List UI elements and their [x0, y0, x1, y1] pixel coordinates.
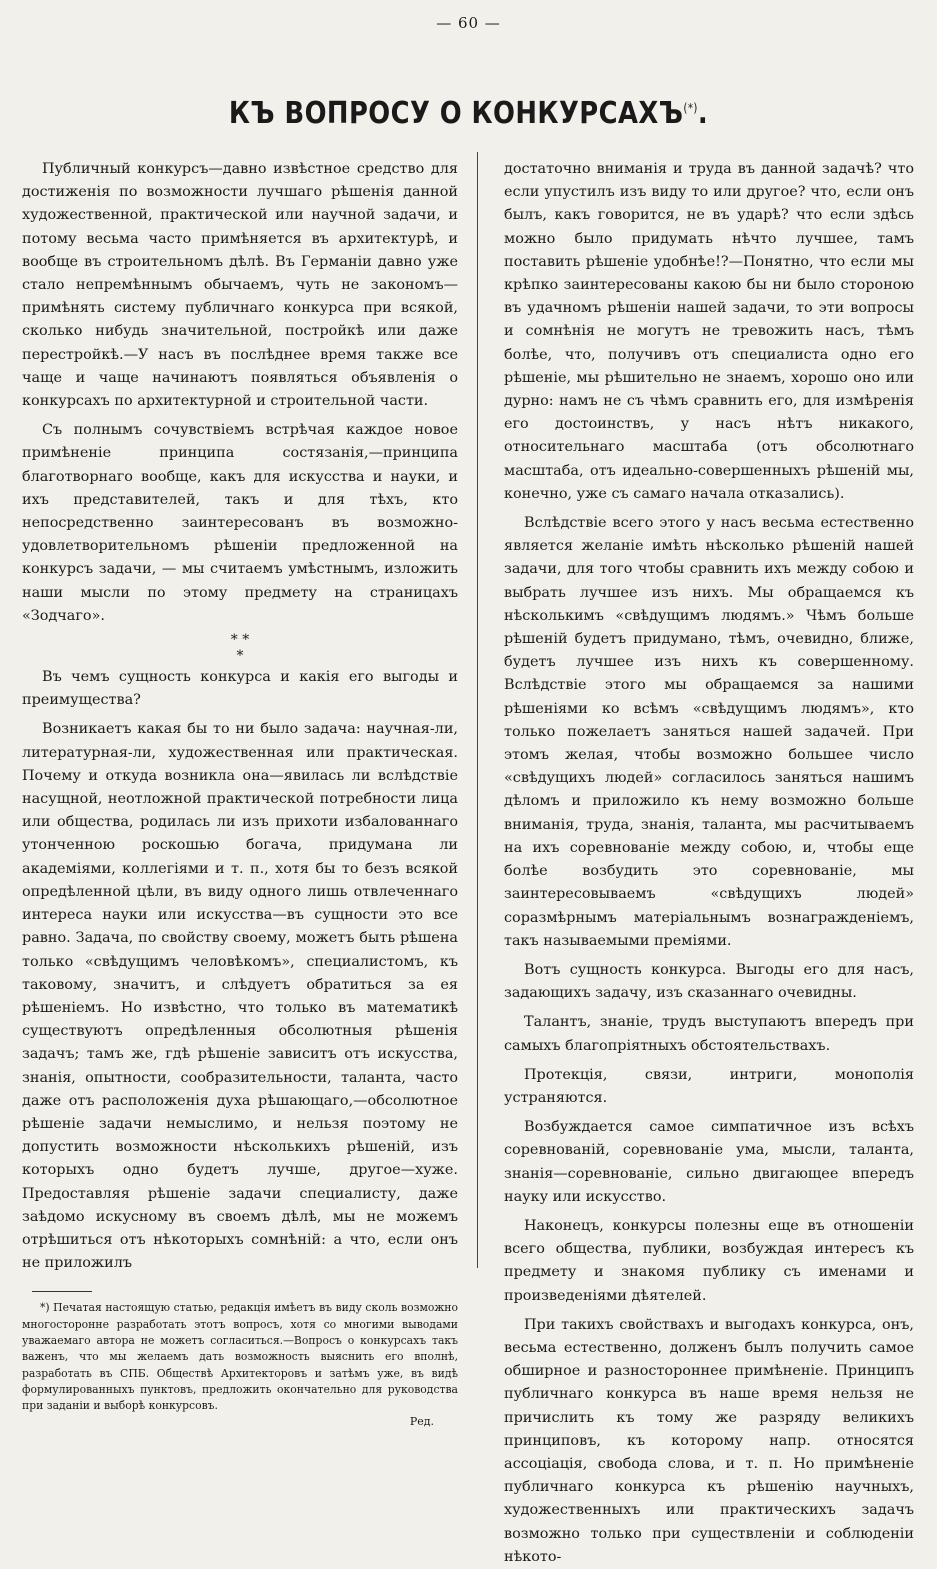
paragraph: Наконецъ, конкурсы полезны еще въ отношеніи всего общества, публики, возбуждая интересъ къ предмету и знакомя публику съ именами и произведеніями дѣятелей. [504, 1217, 914, 1304]
section-separator-stars [22, 632, 458, 664]
paragraph: Возбуждается самое симпатичное изъ всѣхъ соревнованій, соревнованіе ума, мысли, таланта, знанія—соревнованіе, сильно двигающее впередъ науку или искусство. [504, 1119, 914, 1205]
right-column [504, 158, 914, 1569]
title-period: . [697, 96, 709, 131]
paragraph: При такихъ свойствахъ и выгодахъ конкурса, онъ, весьма естественно, долженъ былъ получить самое обширное и разностороннее примѣненіе. Принципъ публичнаго конкурса въ наше время нельзя не причислить къ тому же разряду великихъ принциповъ, къ которому напр. относятся ассоціація, свобода слова, и т. п. Но примѣненіе публичнаго конкурса къ рѣшенію научныхъ, художественныхъ или практическихъ задачъ возможно только при существленіи и соблюденіи нѣкото- [504, 1316, 914, 1565]
footnote-signature: Ред. [409, 1415, 434, 1429]
page-number: — 60 — [436, 14, 501, 32]
paragraph: Вотъ сущность конкурса. Выгоды его для насъ, задающихъ задачу, изъ сказаннаго очевидны. [504, 961, 914, 1002]
stars-row-top: * * [230, 632, 250, 649]
paragraph: Протекція, связи, интриги, монополія устраняются. [504, 1066, 914, 1106]
left-column [22, 158, 458, 1431]
footnote-marker: (*) [683, 101, 698, 115]
paragraph: Публичный конкурсъ—давно извѣстное средство для достиженія по возможности лучшаго рѣшенія данной художественной, практической или научной задачи, и потому весьма часто примѣняется въ архитектурѣ, и вообще въ строительномъ дѣлѣ. Въ Германіи давно уже стало непремѣннымъ обычаемъ, чуть не закономъ—примѣнять систему публичнаго конкурса при всякой, сколько нибудь значительной, постройкѣ или даже перестройкѣ.—У насъ въ послѣднее время также все чаще и чаще начинаютъ появляться объявленія о конкурсахъ по архитектурной и строительной части. [22, 161, 458, 410]
paragraph: Вслѣдствіе всего этого у насъ весьма естественно является желаніе имѣть нѣсколько рѣшеній нашей задачи, для того чтобы сравнить ихъ между собою и выбрать лучшее изъ нихъ. Мы обращаемся къ нѣсколькимъ «свѣдущимъ людямъ.» Чѣмъ больше рѣшеній будетъ придумано, тѣмъ, очевидно, ближе, будетъ лучшее изъ нихъ къ совершенному. Вслѣдствіе этого мы обращаемся за нашими рѣшеніями ко всѣмъ «свѣдущимъ людямъ», кто только пожелаетъ заняться нашей задачей. При этомъ желая, чтобы возможно большее число «свѣдущихъ людей» согласилось заняться нашимъ дѣломъ и приложило къ нему возможно больше вниманія, труда, знанія, таланта, мы расчитываемъ на ихъ соревнованіе между собою, и, чтобы еще болѣе возбудить это соревнованіе, мы заинтересовываемъ «свѣдущихъ людей» соразмѣрнымъ матеріальнымъ вознагражденіемъ, такъ называемыми преміями. [504, 515, 914, 949]
paragraph: Талантъ, знаніе, трудъ выступаютъ впередъ при самыхъ благопріятныхъ обстоятельствахъ. [504, 1014, 914, 1054]
footnote-text: *) Печатая настоящую статью, редакція имѣетъ въ виду сколь возможно многосторонне разработать этотъ вопросъ, хотя со многими выводами уважаемаго автора не можетъ согласиться.—Вопросъ о конкурсахъ такъ важенъ, что мы желаемъ дать возможность выяснить его вполнѣ, разработать въ СПБ. Обществѣ Архитекторовъ и затѣмъ уже, въ видѣ формулированныхъ пунктовъ, предложить окончательно для руководства при заданіи и выборѣ конкурсовъ. [22, 1301, 458, 1413]
footnote [22, 1300, 458, 1430]
stars-row-bottom: * [236, 648, 244, 665]
article-title-text: КЪ ВОПРОСУ О КОНКУРСАХЪ [228, 96, 684, 131]
paragraph: Возникаетъ какая бы то ни было задача: научная-ли, литературная-ли, художественная или практическая. Почему и откуда возникла она—явилась ли вслѣдствіе насущной, неотложной практической потребности лица или общества, родилась ли изъ прихоти избалованнаго утонченною роскошью богача, придумана ли академіями, коллегіями и т. п., хотя бы то безъ всякой опредѣленной цѣли, въ виду одного лишь отвлеченнаго интереса науки или искусства—въ сущности это все равно. Задача, по свойству своему, можетъ быть рѣшена только «свѣдущимъ человѣкомъ», специалистомъ, къ таковому, значитъ, и слѣдуетъ обратиться за ея рѣшеніемъ. Но извѣстно, что только въ математикѣ существуютъ опредѣленныя обсолютныя рѣшенія задачъ; тамъ же, гдѣ рѣшеніе зависитъ отъ искусства, знанія, опытности, сообразительности, таланта, часто даже отъ расположенія духа рѣшающаго,—обсолютное рѣшеніе задачи немыслимо, и нельзя поэтому не допустить возможности нѣсколькихъ рѣшеній, изъ которыхъ одно будетъ лучше, другое—хуже. Предоставляя рѣшеніе задачи специалисту, даже заѣдомо искусному въ своемъ дѣлѣ, мы не можемъ отрѣшиться отъ нѣкоторыхъ сомнѣній: а что, если онъ не приложилъ [22, 721, 458, 1272]
column-divider [477, 152, 478, 1268]
footnote-rule [32, 1291, 92, 1292]
article-title [66, 96, 872, 131]
paragraph: достаточно вниманія и труда въ данной задачѣ? что если упустилъ изъ виду то или другое? что, если онъ былъ, какъ говорится, не въ ударѣ? что если здѣсь можно было придумать нѣчто лучшее, тамъ поставить рѣшеніе удобнѣе!?—Понятно, что если мы крѣпко заинтересованы какою бы ни было стороною въ удачномъ рѣшеніи нашей задачи, то эти вопросы и сомнѣнія не могутъ не тревожить насъ, тѣмъ болѣе, что, получивъ отъ специалиста одно его рѣшеніе, мы рѣшительно не знаемъ, хорошо оно или дурно: намъ не съ чѣмъ сравнить его, для измѣренія его достоинствъ, у насъ нѣтъ никакого, относительнаго масштаба (отъ обсолютнаго масштаба, отъ идеально-совершенныхъ рѣшеній мы, конечно, уже съ самаго начала отказались). [504, 161, 914, 502]
paragraph: Въ чемъ сущность конкурса и какія его выгоды и преимущества? [22, 669, 458, 709]
paragraph: Съ полнымъ сочувствіемъ встрѣчая каждое новое примѣненіе принципа состязанія,—принципа благотворнаго вообще, какъ для искусства и науки, и ихъ представителей, такъ и для тѣхъ, кто непосредственно заинтересованъ въ возможно-удовлетворительномъ рѣшеніи предложенной на конкурсъ задачи, — мы считаемъ умѣстнымъ, изложить наши мысли по этому предмету на страницахъ «Зодчаго». [22, 422, 458, 624]
